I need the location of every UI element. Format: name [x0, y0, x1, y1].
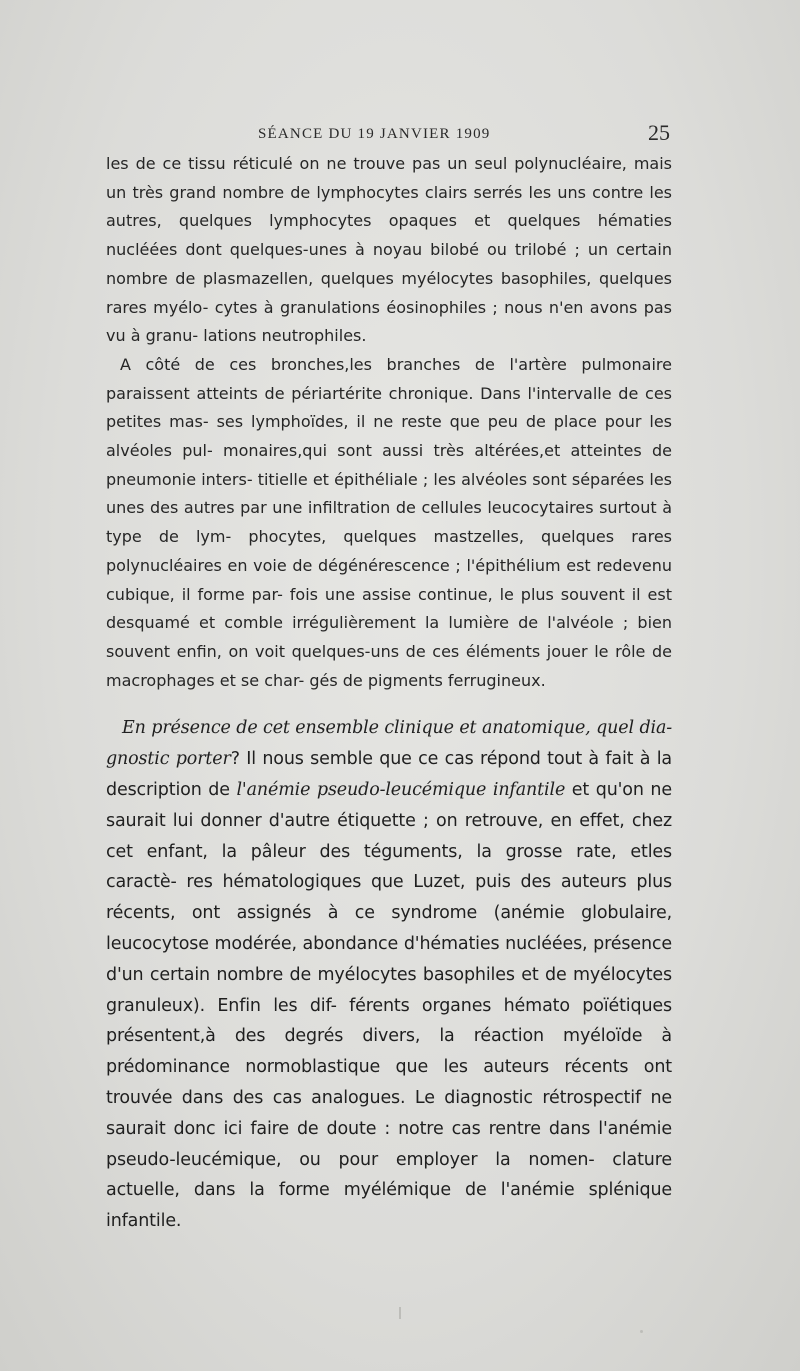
- paragraph-3-text-a: ? Il nous semble que ce cas répond tout à fait à la description de: [106, 749, 672, 800]
- paragraph-3-italic-lead: En présence de cet ensemble clinique et anatomique, quel dia- gnostic porter: [106, 718, 672, 770]
- page-number: 25: [648, 120, 670, 145]
- page-header: [0, 118, 800, 148]
- running-head: SÉANCE DU 19 JANVIER 1909: [258, 126, 491, 142]
- paragraph-2: A côté de ces bronches,les branches de l'artère pulmonaire paraissent atteints de périartérite chronique. Dans l'intervalle de ces petites mas- ses lymphoïdes, il ne reste que peu de place pour les alvéoles pul- monaires,qui sont aussi très altérées,et atteintes de pneumonie inters- titielle et épithéliale ; les alvéoles sont séparées les unes des autres par une infiltration de cellules leucocytaires surtout à type de lym- phocytes, quelques mastzelles, quelques rares polynucléaires en voie de dégénérescence ; l'épithélium est redevenu cubique, il forme par- fois une assise continue, le plus souvent il est desquamé et comble irrégulièrement la lumière de l'alvéole ; bien souvent enfin, on voit quelques-uns de ces éléments jouer le rôle de macrophages et se char- gés de pigments ferrugineux.: [106, 354, 672, 690]
- paragraph-3-italic-term: l'anémie pseudo-leucémique infantile: [236, 779, 566, 800]
- scan-speck: [640, 1330, 643, 1333]
- paragraph-3-text-b: et qu'on ne saurait lui donner d'autre étiquette ; on retrouve, en effet, chez cet enfant, la pâleur des téguments, la grosse rate, etles caractè- res hématologiques que Luzet, puis des auteurs plus récents, ont assignés à ce syndrome (anémie globulaire, leucocytose modérée, abondance d'hématies nucléées, présence d'un certain nombre de myélocytes basophiles et de myélocytes granuleux). Enfin les dif- férents organes hémato poïétiques présentent,à des degrés divers, la réaction myéloïde à prédominance normoblastique que les auteurs récents ont trouvée dans des cas analogues. Le diagnostic rétrospectif ne saurait donc ici faire de doute : notre cas rentre dans l'anémie pseudo-leucémique, ou pour employer la nomen- clature actuelle, dans la forme myélémique de l'anémie splénique infantile.: [106, 779, 672, 1232]
- paragraph-3: [106, 713, 672, 1237]
- paragraph-1: les de ce tissu réticulé on ne trouve pas un seul polynucléaire, mais un très grand nombre de lymphocytes clairs serrés les uns contre les autres, quelques lymphocytes opaques et quelques hématies nucléées dont quelques-unes à noyau bilobé ou trilobé ; un certain nombre de plasmazellen, quelques myélocytes basophiles, quelques rares myélo- cytes à granulations éosinophiles ; nous n'en avons pas vu à granu- lations neutrophiles.: [106, 154, 672, 346]
- scan-speck: [399, 1307, 401, 1319]
- body-text: [106, 150, 672, 1237]
